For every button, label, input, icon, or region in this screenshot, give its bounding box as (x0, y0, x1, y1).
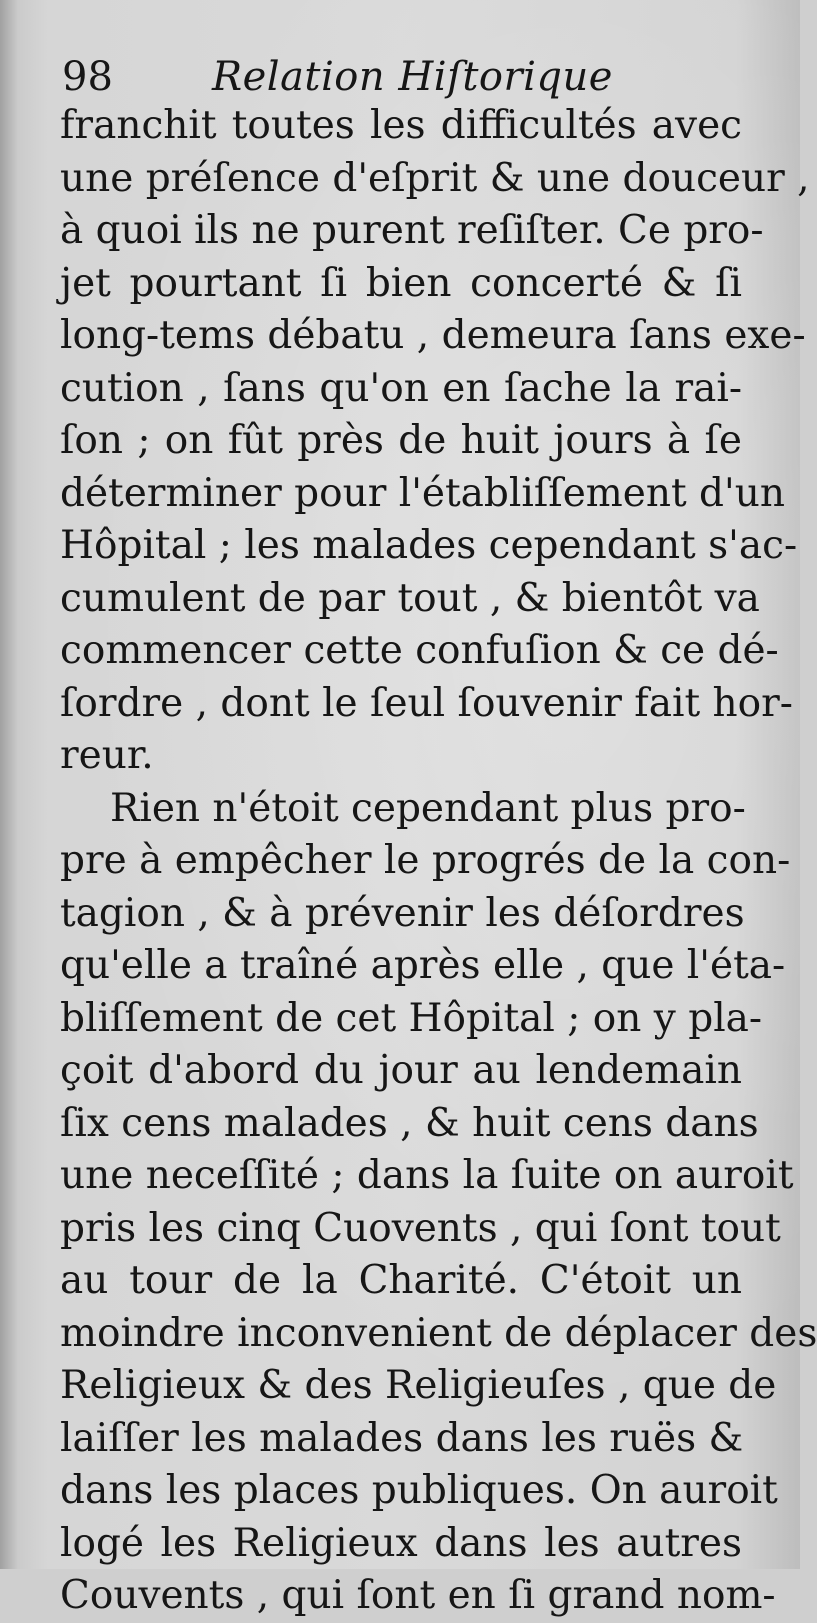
text-line: une neceſſité ; dans la ſuite on auroit (60, 1153, 794, 1198)
running-title: Relation Hiſtorique (212, 54, 613, 100)
text-line: ſordre , dont le ſeul ſouvenir fait hor- (60, 680, 793, 726)
text-line: çoit d'abord du jour au lendemain (60, 1048, 742, 1093)
text-line: Rien n'étoit cependant plus pro- (110, 785, 746, 831)
text-line: Hôpital ; les malades cependant s'ac- (60, 523, 798, 568)
text-line: laiſſer les malades dans les ruës & (60, 1415, 744, 1461)
page-number: 98 (62, 54, 113, 100)
text-line: long-tems débatu , demeura ſans exe- (60, 313, 806, 358)
text-line: au tour de la Charité. C'étoit un (60, 1258, 742, 1303)
text-line: qu'elle a traîné après elle , que l'éta- (60, 943, 786, 988)
text-line: tagion , & à prévenir les déſordres (60, 890, 745, 936)
text-line: ſon ; on fût près de huit jours à ſe (60, 418, 742, 463)
text-line: cution , ſans qu'on en ſache la rai- (60, 365, 742, 411)
text-line: bliſſement de cet Hôpital ; on y pla- (60, 995, 763, 1041)
text-line: jet pourtant ſi bien concerté & ſi (60, 260, 742, 306)
text-line: pre à empêcher le progrés de la con- (60, 838, 791, 883)
running-head (62, 52, 742, 102)
text-line: pris les cinq Cuovents , qui ſont tout (60, 1205, 781, 1251)
text-line: Couvents , qui ſont en ſi grand nom- (60, 1573, 776, 1618)
text-line: une préſence d'eſprit & une douceur , (60, 155, 810, 201)
text-line: à quoi ils ne purent reſiſter. Ce pro- (60, 208, 764, 253)
text-line: dans les places publiques. On auroit (60, 1468, 778, 1513)
text-line: franchit toutes les difficultés avec (60, 103, 742, 148)
text-line: Religieux & des Religieuſes , que de (60, 1363, 777, 1408)
text-line: déterminer pour l'établiſſement d'un (60, 470, 785, 516)
body-text (60, 100, 817, 1623)
text-line: reur. (60, 733, 154, 778)
text-line: cumulent de par tout , & bientôt va (60, 575, 760, 621)
text-line: moindre inconvenient de déplacer des (60, 1310, 817, 1356)
text-line: ſix cens malades , & huit cens dans (60, 1100, 759, 1146)
text-line: logé les Religieux dans les autres (60, 1520, 742, 1566)
text-line: commencer cette confuſion & ce dé- (60, 628, 779, 673)
